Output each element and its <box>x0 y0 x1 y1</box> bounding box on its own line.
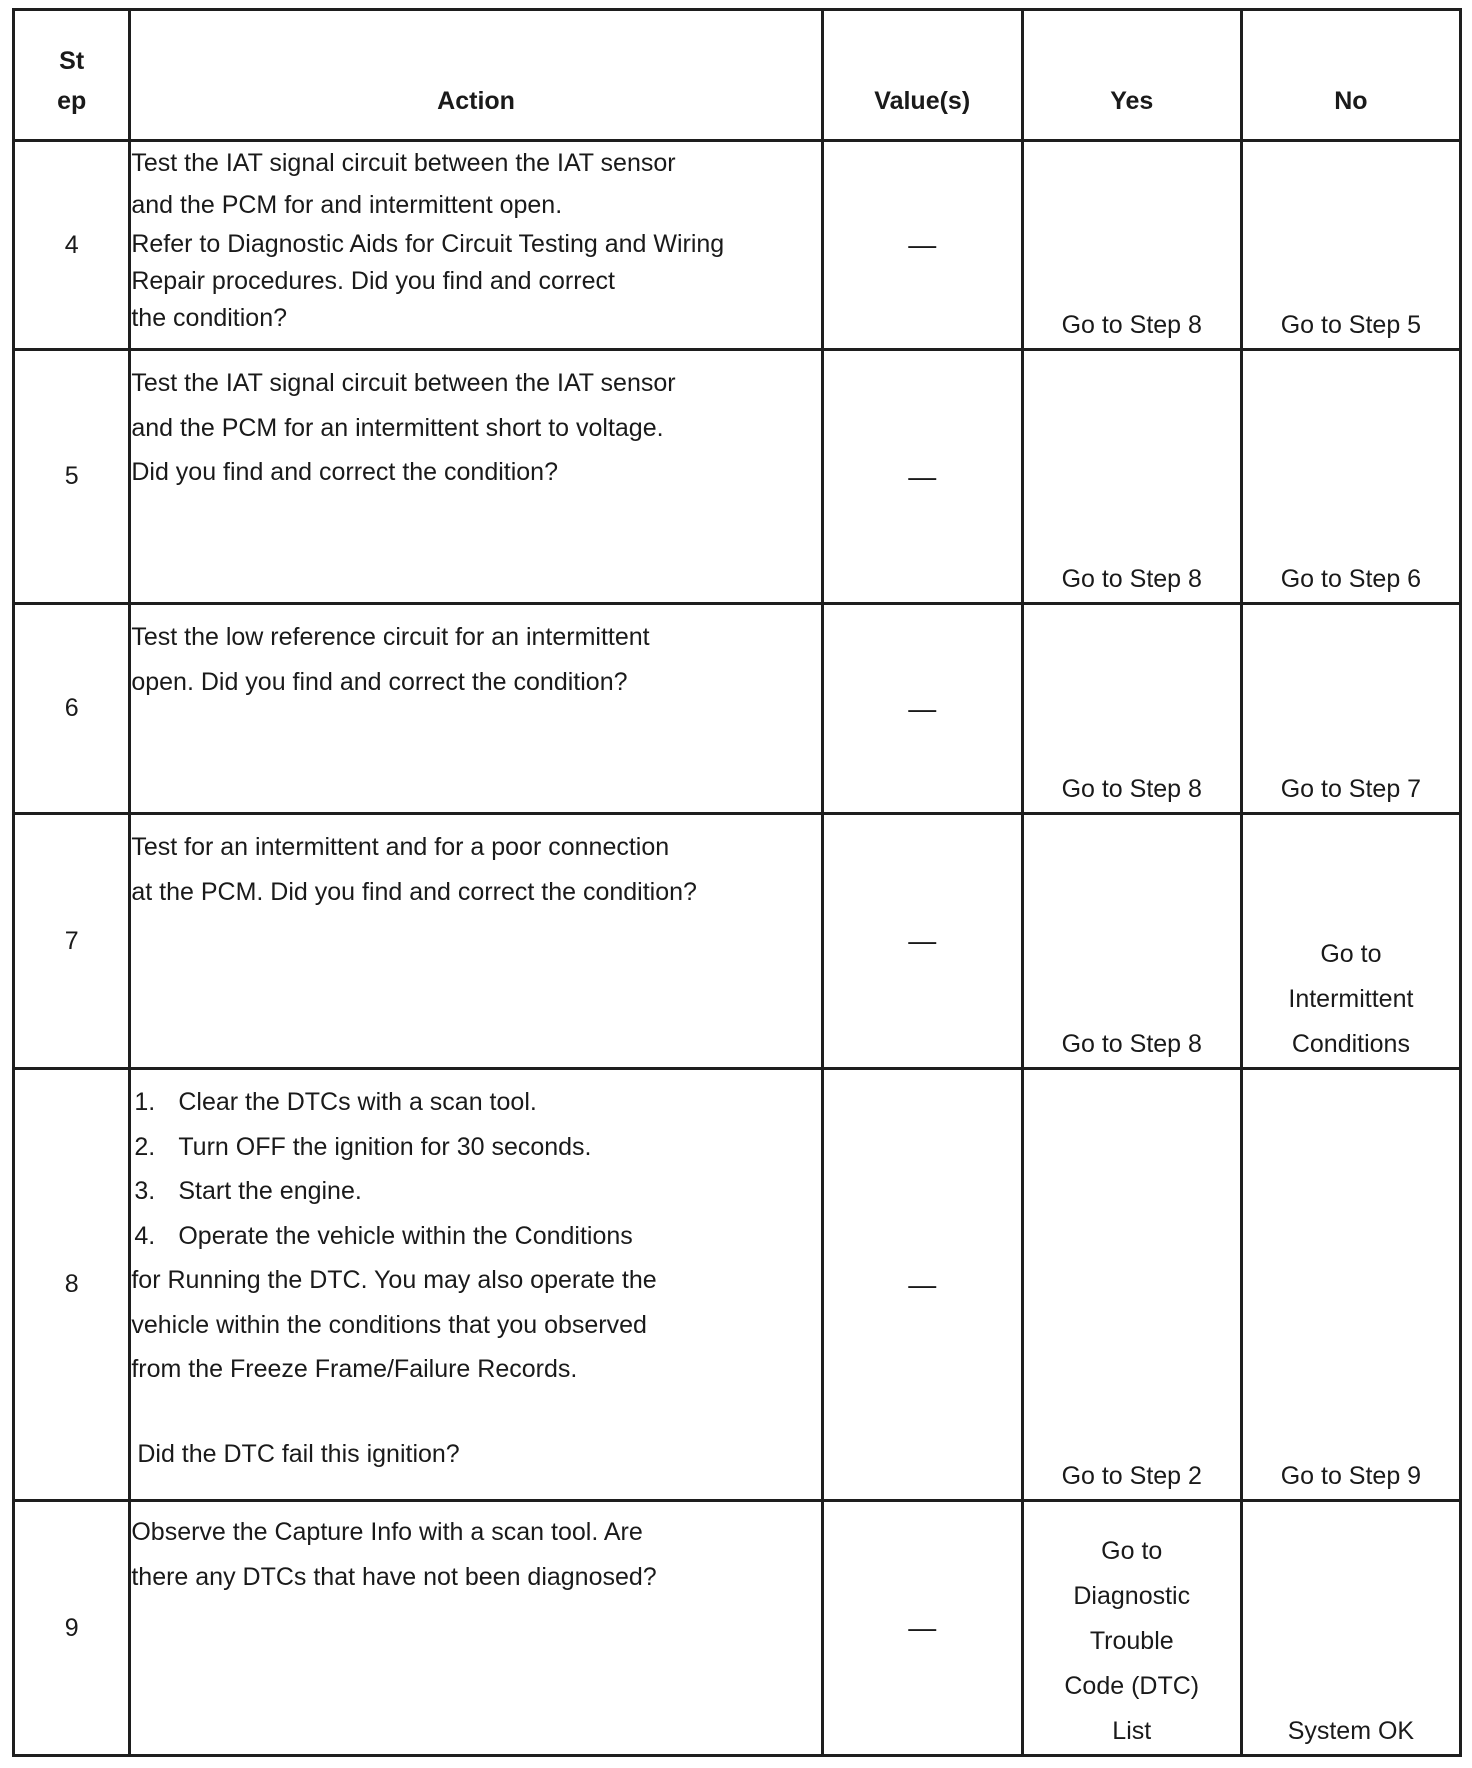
table-row <box>14 814 1461 1069</box>
table-row <box>14 350 1461 604</box>
action-line: the condition? <box>131 304 288 332</box>
action-line: there any DTCs that have not been diagnosed? <box>131 1562 657 1591</box>
yes-cell: Go to Step 8 <box>1022 141 1241 350</box>
step-number: 6 <box>14 604 130 814</box>
action-line: for Running the DTC. You may also operate the <box>131 1266 657 1294</box>
action-line: Did you find and correct the condition? <box>131 458 558 486</box>
action-cell <box>130 1069 822 1501</box>
no-cell: Go to Step 7 <box>1241 604 1460 814</box>
yes-line: Trouble <box>1089 1627 1174 1655</box>
header-yes: Yes <box>1022 10 1241 141</box>
action-line: Observe the Capture Info with a scan tool. Are <box>131 1518 643 1546</box>
step-number: 8 <box>14 1069 130 1501</box>
action-cell <box>130 604 822 814</box>
action-cell <box>130 814 822 1069</box>
step-number: 7 <box>14 814 130 1069</box>
header-no: No <box>1241 10 1460 141</box>
no-line: Go to <box>1320 940 1382 968</box>
action-cell <box>130 141 822 350</box>
list-item: 3. Start the engine. <box>134 1177 362 1205</box>
no-cell: Go to Step 9 <box>1241 1069 1460 1501</box>
no-cell: System OK <box>1241 1501 1460 1756</box>
table-row <box>14 604 1461 814</box>
action-line: Test for an intermittent and for a poor connection <box>131 833 670 861</box>
step-number: 4 <box>14 141 130 350</box>
action-line: vehicle within the conditions that you observed <box>131 1310 647 1339</box>
action-cell <box>130 350 822 604</box>
action-line: open. Did you find and correct the condition? <box>131 667 628 696</box>
action-line: Repair procedures. Did you find and correct <box>131 267 615 295</box>
header-values: Value(s) <box>822 10 1022 141</box>
no-cell <box>1241 814 1460 1069</box>
table-row <box>14 1501 1461 1756</box>
list-item: 1. Clear the DTCs with a scan tool. <box>134 1088 537 1116</box>
diagnostic-table <box>12 8 1462 1757</box>
value-cell: — <box>822 814 1022 1069</box>
action-line: Test the low reference circuit for an intermittent <box>131 623 650 651</box>
table-row <box>14 141 1461 350</box>
value-cell: — <box>822 1069 1022 1501</box>
action-cell <box>130 1501 822 1756</box>
no-cell: Go to Step 5 <box>1241 141 1460 350</box>
step-number: 9 <box>14 1501 130 1756</box>
header-action: Action <box>130 10 822 141</box>
step-number: 5 <box>14 350 130 604</box>
yes-line: Diagnostic <box>1073 1582 1191 1610</box>
action-line: Refer to Diagnostic Aids for Circuit Testing and Wiring <box>131 230 725 258</box>
yes-line: Code (DTC) <box>1064 1672 1200 1700</box>
value-cell: — <box>822 604 1022 814</box>
value-cell: — <box>822 141 1022 350</box>
table-row <box>14 1069 1461 1501</box>
action-line: and the PCM for an intermittent short to voltage. <box>131 413 664 442</box>
action-line: Test the IAT signal circuit between the IAT sensor <box>131 149 676 177</box>
action-line: and the PCM for and intermittent open. <box>131 191 563 219</box>
action-line: Test the IAT signal circuit between the IAT sensor <box>131 369 676 397</box>
yes-cell: Go to Step 2 <box>1022 1069 1241 1501</box>
no-line: Conditions <box>1291 1030 1410 1058</box>
yes-cell <box>1022 1501 1241 1756</box>
header-row <box>14 10 1461 141</box>
yes-cell: Go to Step 8 <box>1022 814 1241 1069</box>
list-item: 4. Operate the vehicle within the Conditions <box>134 1221 633 1250</box>
list-item: 2. Turn OFF the ignition for 30 seconds. <box>134 1132 592 1161</box>
action-line: at the PCM. Did you find and correct the condition? <box>131 877 697 906</box>
value-cell: — <box>822 350 1022 604</box>
header-step: St ep <box>14 10 130 141</box>
action-question: Did the DTC fail this ignition? <box>137 1439 460 1468</box>
value-cell: — <box>822 1501 1022 1756</box>
yes-line: Go to <box>1101 1537 1163 1565</box>
no-cell: Go to Step 6 <box>1241 350 1460 604</box>
action-line: from the Freeze Frame/Failure Records. <box>131 1355 578 1383</box>
no-line: Intermittent <box>1288 985 1414 1013</box>
yes-cell: Go to Step 8 <box>1022 604 1241 814</box>
yes-line: List <box>1112 1717 1152 1745</box>
yes-cell: Go to Step 8 <box>1022 350 1241 604</box>
